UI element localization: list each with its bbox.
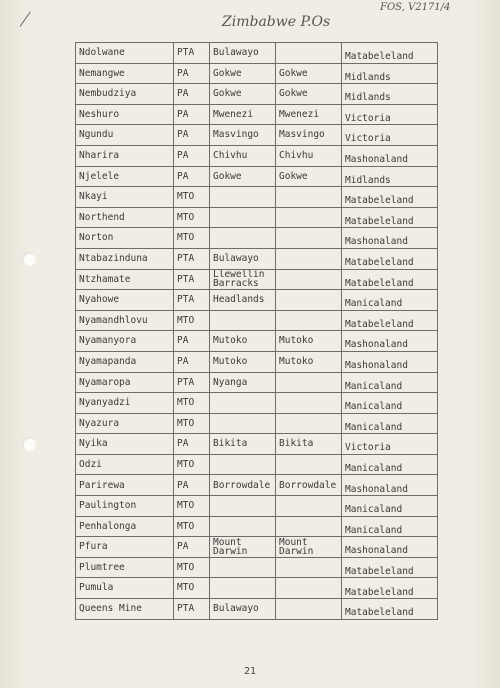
office-type-cell: PTA <box>174 599 210 620</box>
office-type-cell: PA <box>174 84 210 105</box>
province-cell: Matabeleland <box>342 248 438 269</box>
office-name-cell: Pumula <box>76 578 174 599</box>
post-office-table-body <box>76 43 438 620</box>
post-town-cell: Gokwe <box>210 84 276 105</box>
district-cell: Mount Darwin <box>276 537 342 558</box>
office-name-cell: Ngundu <box>76 125 174 146</box>
province-cell: Victoria <box>342 104 438 125</box>
table-row <box>76 145 438 166</box>
province-cell: Victoria <box>342 434 438 455</box>
post-town-cell: Mutoko <box>210 351 276 372</box>
province-cell: Matabeleland <box>342 43 438 64</box>
district-cell <box>276 228 342 249</box>
post-town-cell <box>210 310 276 331</box>
district-cell: Chivhu <box>276 145 342 166</box>
post-town-cell: Llewellin Barracks <box>210 269 276 290</box>
district-cell <box>276 207 342 228</box>
province-cell: Matabeleland <box>342 269 438 290</box>
province-cell: Manicaland <box>342 496 438 517</box>
office-type-cell: PA <box>174 145 210 166</box>
table-row <box>76 372 438 393</box>
table-row <box>76 578 438 599</box>
office-name-cell: Paulington <box>76 496 174 517</box>
post-town-cell: Chivhu <box>210 145 276 166</box>
office-type-cell: PTA <box>174 269 210 290</box>
province-cell: Matabeleland <box>342 207 438 228</box>
table-row <box>76 413 438 434</box>
post-town-cell: Bikita <box>210 434 276 455</box>
post-town-cell <box>210 454 276 475</box>
table-row <box>76 187 438 208</box>
district-cell <box>276 269 342 290</box>
post-town-cell: Gokwe <box>210 166 276 187</box>
office-name-cell: Ntabazinduna <box>76 248 174 269</box>
province-cell: Matabeleland <box>342 187 438 208</box>
post-town-cell <box>210 393 276 414</box>
punch-hole-top <box>22 252 36 266</box>
office-type-cell: PA <box>174 63 210 84</box>
office-type-cell: PA <box>174 166 210 187</box>
table-row <box>76 331 438 352</box>
post-town-cell <box>210 557 276 578</box>
district-cell: Gokwe <box>276 166 342 187</box>
province-cell: Manicaland <box>342 516 438 537</box>
office-name-cell: Nkayi <box>76 187 174 208</box>
office-name-cell: Norton <box>76 228 174 249</box>
district-cell: Bikita <box>276 434 342 455</box>
office-type-cell: PA <box>174 351 210 372</box>
office-name-cell: Nyika <box>76 434 174 455</box>
office-type-cell: MTO <box>174 454 210 475</box>
table-row <box>76 351 438 372</box>
post-town-cell: Mutoko <box>210 331 276 352</box>
province-cell: Manicaland <box>342 393 438 414</box>
table-row <box>76 290 438 311</box>
post-town-cell <box>210 207 276 228</box>
post-town-cell: Bulawayo <box>210 599 276 620</box>
table-row <box>76 434 438 455</box>
province-cell: Mashonaland <box>342 331 438 352</box>
table-row <box>76 310 438 331</box>
post-town-cell <box>210 413 276 434</box>
office-name-cell: Parirewa <box>76 475 174 496</box>
office-name-cell: Nemangwe <box>76 63 174 84</box>
office-type-cell: MTO <box>174 413 210 434</box>
table-row <box>76 43 438 64</box>
district-cell <box>276 454 342 475</box>
office-type-cell: MTO <box>174 578 210 599</box>
district-cell: Borrowdale <box>276 475 342 496</box>
post-town-cell: Bulawayo <box>210 43 276 64</box>
post-town-cell: Masvingo <box>210 125 276 146</box>
district-cell <box>276 43 342 64</box>
province-cell: Victoria <box>342 125 438 146</box>
province-cell: Matabeleland <box>342 578 438 599</box>
handwritten-title: Zimbabwe P.Os <box>222 14 331 30</box>
office-name-cell: Nyamaropa <box>76 372 174 393</box>
office-type-cell: PA <box>174 434 210 455</box>
office-name-cell: Nyanyadzi <box>76 393 174 414</box>
pencil-mark <box>20 11 31 26</box>
office-type-cell: PA <box>174 331 210 352</box>
office-type-cell: MTO <box>174 207 210 228</box>
district-cell: Gokwe <box>276 63 342 84</box>
office-name-cell: Nembudziya <box>76 84 174 105</box>
table-row <box>76 537 438 558</box>
office-type-cell: PA <box>174 104 210 125</box>
office-name-cell: Ndolwane <box>76 43 174 64</box>
office-type-cell: PTA <box>174 248 210 269</box>
province-cell: Matabeleland <box>342 557 438 578</box>
office-name-cell: Nyamapanda <box>76 351 174 372</box>
table-row <box>76 104 438 125</box>
table-row <box>76 269 438 290</box>
table-row <box>76 454 438 475</box>
office-type-cell: MTO <box>174 393 210 414</box>
post-town-cell: Gokwe <box>210 63 276 84</box>
office-name-cell: Penhalonga <box>76 516 174 537</box>
office-type-cell: PTA <box>174 372 210 393</box>
district-cell <box>276 372 342 393</box>
office-type-cell: PTA <box>174 290 210 311</box>
handwritten-reference: FOS, V2171/4 <box>380 2 451 13</box>
office-name-cell: Nyahowe <box>76 290 174 311</box>
office-type-cell: MTO <box>174 310 210 331</box>
province-cell: Manicaland <box>342 290 438 311</box>
district-cell <box>276 599 342 620</box>
table-row <box>76 63 438 84</box>
office-type-cell: PA <box>174 475 210 496</box>
province-cell: Mashonaland <box>342 475 438 496</box>
province-cell: Mashonaland <box>342 228 438 249</box>
post-town-cell: Mount Darwin <box>210 537 276 558</box>
post-town-cell <box>210 578 276 599</box>
province-cell: Midlands <box>342 63 438 84</box>
office-name-cell: Queens Mine <box>76 599 174 620</box>
province-cell: Midlands <box>342 84 438 105</box>
table-row <box>76 228 438 249</box>
post-office-table <box>75 42 438 620</box>
punch-hole-bottom <box>22 437 36 451</box>
page-number: 21 <box>243 666 257 677</box>
office-type-cell: MTO <box>174 187 210 208</box>
district-cell <box>276 496 342 517</box>
table-row <box>76 496 438 517</box>
district-cell <box>276 310 342 331</box>
district-cell <box>276 516 342 537</box>
district-cell <box>276 557 342 578</box>
province-cell: Manicaland <box>342 413 438 434</box>
province-cell: Matabeleland <box>342 599 438 620</box>
post-town-cell <box>210 187 276 208</box>
table-row <box>76 166 438 187</box>
post-town-cell: Nyanga <box>210 372 276 393</box>
table-row <box>76 207 438 228</box>
office-name-cell: Plumtree <box>76 557 174 578</box>
post-town-cell: Bulawayo <box>210 248 276 269</box>
table-row <box>76 557 438 578</box>
district-cell <box>276 290 342 311</box>
district-cell: Masvingo <box>276 125 342 146</box>
office-type-cell: PA <box>174 125 210 146</box>
office-name-cell: Nharira <box>76 145 174 166</box>
district-cell <box>276 187 342 208</box>
district-cell: Mutoko <box>276 351 342 372</box>
post-town-cell: Borrowdale <box>210 475 276 496</box>
office-name-cell: Njelele <box>76 166 174 187</box>
office-type-cell: PTA <box>174 43 210 64</box>
post-town-cell <box>210 496 276 517</box>
province-cell: Mashonaland <box>342 145 438 166</box>
district-cell: Mwenezi <box>276 104 342 125</box>
province-cell: Matabeleland <box>342 310 438 331</box>
province-cell: Manicaland <box>342 454 438 475</box>
table-row <box>76 248 438 269</box>
table-row <box>76 393 438 414</box>
post-town-cell <box>210 516 276 537</box>
post-town-cell <box>210 228 276 249</box>
office-name-cell: Nyamanyora <box>76 331 174 352</box>
office-name-cell: Nyamandhlovu <box>76 310 174 331</box>
table-row <box>76 475 438 496</box>
table-row <box>76 125 438 146</box>
province-cell: Midlands <box>342 166 438 187</box>
post-town-cell: Mwenezi <box>210 104 276 125</box>
office-type-cell: PA <box>174 537 210 558</box>
office-name-cell: Odzi <box>76 454 174 475</box>
office-type-cell: MTO <box>174 516 210 537</box>
post-town-cell: Headlands <box>210 290 276 311</box>
office-name-cell: Neshuro <box>76 104 174 125</box>
district-cell: Gokwe <box>276 84 342 105</box>
district-cell <box>276 248 342 269</box>
office-name-cell: Ntzhamate <box>76 269 174 290</box>
district-cell <box>276 578 342 599</box>
table-row <box>76 516 438 537</box>
office-type-cell: MTO <box>174 496 210 517</box>
province-cell: Mashonaland <box>342 351 438 372</box>
office-type-cell: MTO <box>174 228 210 249</box>
table-row <box>76 84 438 105</box>
office-type-cell: MTO <box>174 557 210 578</box>
table-row <box>76 599 438 620</box>
office-name-cell: Northend <box>76 207 174 228</box>
office-name-cell: Nyazura <box>76 413 174 434</box>
office-name-cell: Pfura <box>76 537 174 558</box>
district-cell <box>276 413 342 434</box>
district-cell: Mutoko <box>276 331 342 352</box>
province-cell: Mashonaland <box>342 537 438 558</box>
province-cell: Manicaland <box>342 372 438 393</box>
district-cell <box>276 393 342 414</box>
